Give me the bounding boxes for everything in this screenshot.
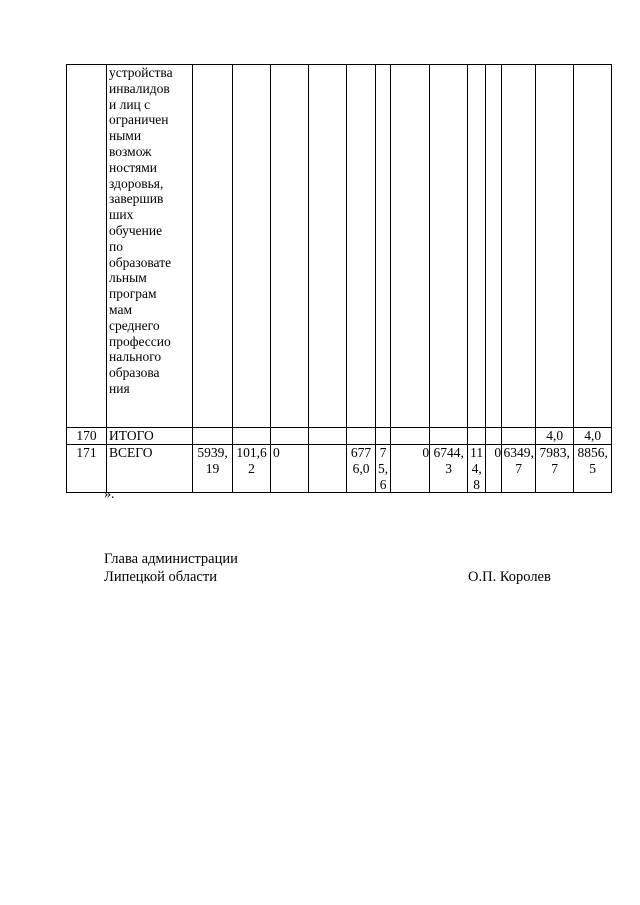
value-cell: 6744,3 xyxy=(430,445,468,493)
description-line: ших xyxy=(109,207,134,223)
value-cell: 0 xyxy=(391,445,430,493)
table-row xyxy=(67,428,612,445)
value-cell xyxy=(376,65,391,428)
value-cell: 4,0 xyxy=(574,428,612,445)
value-cell xyxy=(309,445,347,493)
row-label-cell: ИТОГО xyxy=(107,428,193,445)
description-line: образовате xyxy=(109,254,172,270)
value-cell xyxy=(347,428,376,445)
description-line: и лиц с xyxy=(109,96,151,112)
closing-quote-mark: ». xyxy=(104,487,115,502)
value-cell xyxy=(468,428,486,445)
value-cell xyxy=(391,428,430,445)
value-cell xyxy=(376,428,391,445)
description-line: ностями xyxy=(109,159,158,175)
table-row xyxy=(67,445,612,493)
description-line: инвалидов xyxy=(109,80,170,96)
value-cell: 7983,7 xyxy=(536,445,574,493)
value-cell xyxy=(486,65,502,428)
value-cell xyxy=(193,65,233,428)
value-cell: 5939,19 xyxy=(193,445,233,493)
row-number-cell xyxy=(67,65,107,428)
table-row xyxy=(67,65,612,428)
value-cell xyxy=(574,65,612,428)
value-cell xyxy=(309,65,347,428)
description-line: здоровья, xyxy=(109,175,164,191)
description-line: устройства xyxy=(109,65,173,80)
description-line: профессио xyxy=(109,333,171,349)
description-line: обучение xyxy=(109,222,163,238)
row-number-cell: 171 xyxy=(67,445,107,493)
value-cell xyxy=(271,65,309,428)
signature-position-line2: Липецкой области xyxy=(104,569,217,585)
description-line: возмож xyxy=(109,143,152,159)
value-cell xyxy=(347,65,376,428)
value-cell xyxy=(502,428,536,445)
value-cell: 0 xyxy=(271,445,309,493)
value-cell: 8856,5 xyxy=(574,445,612,493)
value-cell: 0 xyxy=(486,445,502,493)
description-line: мам xyxy=(109,301,132,317)
description-line: завершив xyxy=(109,191,164,207)
value-cell xyxy=(502,65,536,428)
description-line: образова xyxy=(109,365,160,381)
value-cell: 4,0 xyxy=(536,428,574,445)
value-cell xyxy=(193,428,233,445)
value-cell xyxy=(468,65,486,428)
value-cell xyxy=(430,65,468,428)
value-cell: 101,62 xyxy=(233,445,271,493)
description-line: нального xyxy=(109,349,162,365)
description-line: среднего xyxy=(109,317,160,333)
value-cell xyxy=(271,428,309,445)
description-line: ограничен xyxy=(109,112,169,128)
value-cell: 75,6 xyxy=(376,445,391,493)
value-cell xyxy=(486,428,502,445)
value-cell xyxy=(430,428,468,445)
value-cell: 114,8 xyxy=(468,445,486,493)
description-line: ния xyxy=(109,380,130,396)
row-number-cell: 170 xyxy=(67,428,107,445)
value-cell xyxy=(391,65,430,428)
value-cell: 6776,0 xyxy=(347,445,376,493)
value-cell xyxy=(233,65,271,428)
value-cell xyxy=(536,65,574,428)
description-line: по xyxy=(109,238,123,254)
row-label-cell: ВСЕГО xyxy=(107,445,193,493)
description-line: льным xyxy=(109,270,147,286)
description-line: ными xyxy=(109,128,142,144)
value-cell xyxy=(309,428,347,445)
row-description-cell xyxy=(107,65,193,428)
signature-position-line1: Глава администрации xyxy=(104,551,238,567)
description-line: програм xyxy=(109,286,157,302)
value-cell: 6349,7 xyxy=(502,445,536,493)
data-table xyxy=(66,64,612,493)
value-cell xyxy=(233,428,271,445)
signature-name: О.П. Королев xyxy=(468,569,551,585)
